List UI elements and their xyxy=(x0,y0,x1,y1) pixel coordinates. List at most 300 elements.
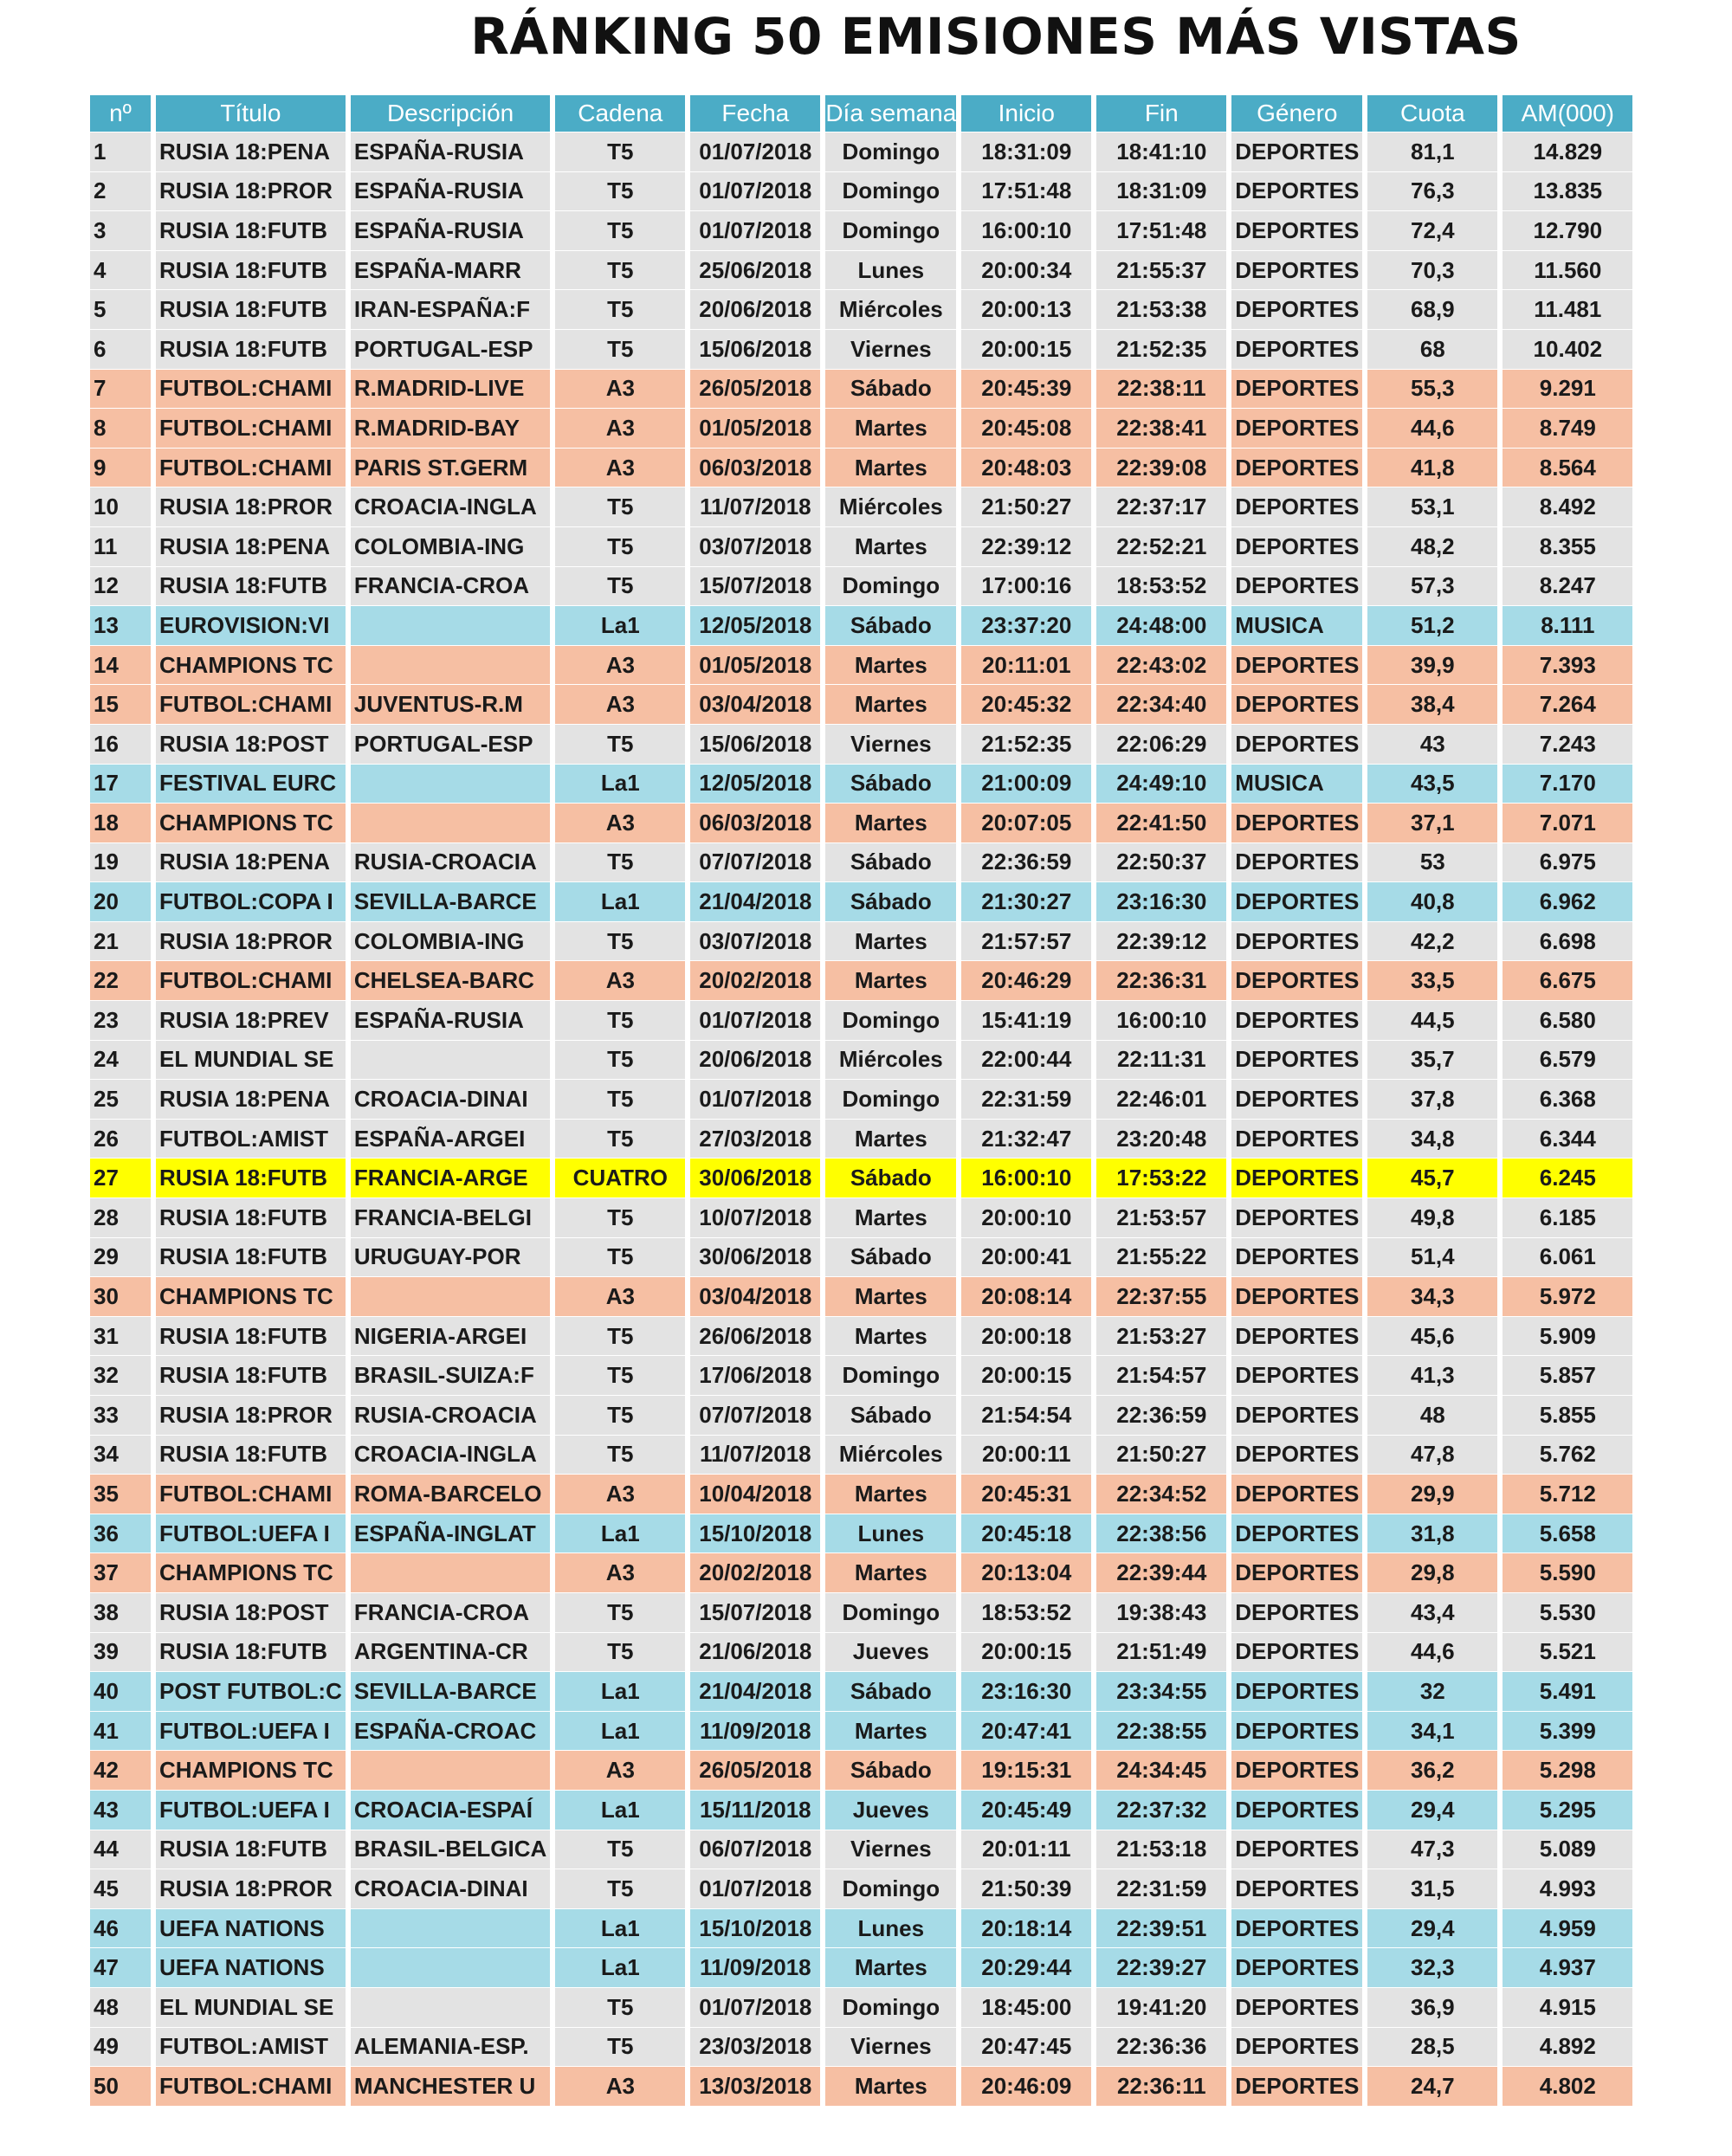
titulo-cell: RUSIA 18:FUTB xyxy=(156,1158,346,1197)
descripcion-cell: NIGERIA-ARGEI xyxy=(351,1316,550,1356)
titulo-cell: EL MUNDIAL SE xyxy=(156,1987,346,2027)
fin-cell: 22:50:37 xyxy=(1096,842,1226,882)
table-row[interactable] xyxy=(90,1395,1632,1435)
table-row[interactable] xyxy=(90,605,1632,645)
cuota-cell: 48 xyxy=(1367,1395,1497,1435)
am-cell: 6.344 xyxy=(1503,1119,1632,1159)
column-header-cadena[interactable]: Cadena xyxy=(555,95,685,132)
cadena-cell: La1 xyxy=(555,1711,685,1751)
cadena-cell: La1 xyxy=(555,605,685,645)
fecha-cell: 06/07/2018 xyxy=(690,1830,820,1869)
cuota-cell: 28,5 xyxy=(1367,2027,1497,2067)
dia-semana-cell: Miércoles xyxy=(825,1435,956,1475)
column-header-n[interactable]: nº xyxy=(90,95,151,132)
cadena-cell: CUATRO xyxy=(555,1158,685,1197)
table-row[interactable] xyxy=(90,1987,1632,2027)
cadena-cell: T5 xyxy=(555,1987,685,2027)
table-row[interactable] xyxy=(90,2027,1632,2067)
fecha-cell: 21/06/2018 xyxy=(690,1632,820,1672)
table-row[interactable] xyxy=(90,1119,1632,1159)
rank-cell: 12 xyxy=(90,566,151,606)
cadena-cell: T5 xyxy=(555,2027,685,2067)
titulo-cell: POST FUTBOL:C xyxy=(156,1671,346,1711)
inicio-cell: 20:11:01 xyxy=(961,645,1091,685)
cuota-cell: 32,3 xyxy=(1367,1947,1497,1987)
fecha-cell: 06/03/2018 xyxy=(690,803,820,842)
titulo-cell: EUROVISION:VI xyxy=(156,605,346,645)
rank-cell: 18 xyxy=(90,803,151,842)
rank-cell: 1 xyxy=(90,132,151,171)
genero-cell: DEPORTES xyxy=(1231,1197,1362,1237)
cuota-cell: 68,9 xyxy=(1367,289,1497,329)
rank-cell: 33 xyxy=(90,1395,151,1435)
table-row[interactable] xyxy=(90,210,1632,250)
inicio-cell: 20:45:31 xyxy=(961,1474,1091,1514)
table-row[interactable] xyxy=(90,764,1632,804)
rank-cell: 40 xyxy=(90,1671,151,1711)
column-header-cuota[interactable]: Cuota xyxy=(1367,95,1497,132)
fin-cell: 22:06:29 xyxy=(1096,724,1226,764)
table-row[interactable] xyxy=(90,1474,1632,1514)
dia-semana-cell: Sábado xyxy=(825,1750,956,1790)
descripcion-cell xyxy=(351,803,550,842)
descripcion-cell: CROACIA-ESPAÍ xyxy=(351,1790,550,1830)
fecha-cell: 07/07/2018 xyxy=(690,842,820,882)
titulo-cell: FUTBOL:CHAMI xyxy=(156,960,346,1000)
fin-cell: 18:53:52 xyxy=(1096,566,1226,606)
inicio-cell: 20:45:39 xyxy=(961,369,1091,409)
table-row[interactable] xyxy=(90,250,1632,290)
dia-semana-cell: Lunes xyxy=(825,250,956,290)
dia-semana-cell: Sábado xyxy=(825,605,956,645)
rank-cell: 45 xyxy=(90,1869,151,1908)
descripcion-cell xyxy=(351,1987,550,2027)
table-row[interactable] xyxy=(90,1869,1632,1908)
descripcion-cell: ESPAÑA-CROAC xyxy=(351,1711,550,1751)
cadena-cell: T5 xyxy=(555,526,685,566)
titulo-cell: FUTBOL:UEFA I xyxy=(156,1790,346,1830)
fecha-cell: 13/03/2018 xyxy=(690,2066,820,2106)
inicio-cell: 21:54:54 xyxy=(961,1395,1091,1435)
table-row[interactable] xyxy=(90,1079,1632,1119)
cadena-cell: La1 xyxy=(555,1908,685,1948)
genero-cell: DEPORTES xyxy=(1231,1000,1362,1040)
am-cell: 5.590 xyxy=(1503,1552,1632,1592)
cuota-cell: 72,4 xyxy=(1367,210,1497,250)
cuota-cell: 41,3 xyxy=(1367,1355,1497,1395)
titulo-cell: RUSIA 18:PENA xyxy=(156,132,346,171)
table-row[interactable] xyxy=(90,1355,1632,1395)
genero-cell: DEPORTES xyxy=(1231,1592,1362,1632)
descripcion-cell: R.MADRID-BAY xyxy=(351,408,550,448)
cadena-cell: A3 xyxy=(555,960,685,1000)
table-row[interactable] xyxy=(90,1435,1632,1475)
am-cell: 5.530 xyxy=(1503,1592,1632,1632)
genero-cell: DEPORTES xyxy=(1231,1790,1362,1830)
cadena-cell: T5 xyxy=(555,171,685,211)
cuota-cell: 43 xyxy=(1367,724,1497,764)
table-row[interactable] xyxy=(90,645,1632,685)
table-row[interactable] xyxy=(90,842,1632,882)
table-row[interactable] xyxy=(90,1552,1632,1592)
fecha-cell: 12/05/2018 xyxy=(690,764,820,804)
fecha-cell: 15/07/2018 xyxy=(690,566,820,606)
cadena-cell: A3 xyxy=(555,369,685,409)
rank-cell: 34 xyxy=(90,1435,151,1475)
table-row[interactable] xyxy=(90,2066,1632,2106)
am-cell: 5.972 xyxy=(1503,1276,1632,1316)
cuota-cell: 53,1 xyxy=(1367,487,1497,526)
cuota-cell: 55,3 xyxy=(1367,369,1497,409)
dia-semana-cell: Jueves xyxy=(825,1632,956,1672)
table-row[interactable] xyxy=(90,171,1632,211)
genero-cell: DEPORTES xyxy=(1231,1237,1362,1277)
table-row[interactable] xyxy=(90,1316,1632,1356)
cuota-cell: 44,6 xyxy=(1367,408,1497,448)
fin-cell: 22:39:12 xyxy=(1096,921,1226,961)
descripcion-cell: ARGENTINA-CR xyxy=(351,1632,550,1672)
dia-semana-cell: Martes xyxy=(825,1947,956,1987)
titulo-cell: FUTBOL:COPA I xyxy=(156,881,346,921)
genero-cell: DEPORTES xyxy=(1231,1395,1362,1435)
titulo-cell: FUTBOL:CHAMI xyxy=(156,2066,346,2106)
inicio-cell: 16:00:10 xyxy=(961,210,1091,250)
genero-cell: DEPORTES xyxy=(1231,881,1362,921)
page-title: RÁNKING 50 EMISIONES MÁS VISTAS xyxy=(470,7,1522,66)
am-cell: 6.185 xyxy=(1503,1197,1632,1237)
fecha-cell: 26/05/2018 xyxy=(690,1750,820,1790)
table-row[interactable] xyxy=(90,1197,1632,1237)
descripcion-cell xyxy=(351,764,550,804)
genero-cell: DEPORTES xyxy=(1231,1552,1362,1592)
inicio-cell: 20:29:44 xyxy=(961,1947,1091,1987)
titulo-cell: CHAMPIONS TC xyxy=(156,1750,346,1790)
fin-cell: 22:37:17 xyxy=(1096,487,1226,526)
cadena-cell: T5 xyxy=(555,1830,685,1869)
descripcion-cell xyxy=(351,1947,550,1987)
cadena-cell: T5 xyxy=(555,566,685,606)
fin-cell: 23:16:30 xyxy=(1096,881,1226,921)
rank-cell: 22 xyxy=(90,960,151,1000)
fin-cell: 21:53:18 xyxy=(1096,1830,1226,1869)
inicio-cell: 17:51:48 xyxy=(961,171,1091,211)
dia-semana-cell: Martes xyxy=(825,1119,956,1159)
dia-semana-cell: Domingo xyxy=(825,1592,956,1632)
am-cell: 5.855 xyxy=(1503,1395,1632,1435)
inicio-cell: 23:16:30 xyxy=(961,1671,1091,1711)
dia-semana-cell: Sábado xyxy=(825,881,956,921)
table-row[interactable] xyxy=(90,1040,1632,1080)
inicio-cell: 16:00:10 xyxy=(961,1158,1091,1197)
cuota-cell: 33,5 xyxy=(1367,960,1497,1000)
am-cell: 5.295 xyxy=(1503,1790,1632,1830)
table-row[interactable] xyxy=(90,448,1632,487)
genero-cell: DEPORTES xyxy=(1231,1830,1362,1869)
inicio-cell: 20:00:18 xyxy=(961,1316,1091,1356)
table-row[interactable] xyxy=(90,1592,1632,1632)
fin-cell: 23:20:48 xyxy=(1096,1119,1226,1159)
table-row[interactable] xyxy=(90,566,1632,606)
table-row[interactable] xyxy=(90,684,1632,724)
rank-cell: 27 xyxy=(90,1158,151,1197)
dia-semana-cell: Domingo xyxy=(825,1079,956,1119)
fecha-cell: 01/07/2018 xyxy=(690,132,820,171)
fecha-cell: 01/07/2018 xyxy=(690,171,820,211)
fecha-cell: 15/06/2018 xyxy=(690,329,820,369)
table-row[interactable] xyxy=(90,881,1632,921)
cuota-cell: 45,7 xyxy=(1367,1158,1497,1197)
dia-semana-cell: Miércoles xyxy=(825,1040,956,1080)
fin-cell: 22:41:50 xyxy=(1096,803,1226,842)
fecha-cell: 25/06/2018 xyxy=(690,250,820,290)
am-cell: 5.399 xyxy=(1503,1711,1632,1751)
cadena-cell: A3 xyxy=(555,448,685,487)
dia-semana-cell: Sábado xyxy=(825,1671,956,1711)
fin-cell: 22:38:56 xyxy=(1096,1514,1226,1553)
fecha-cell: 11/07/2018 xyxy=(690,487,820,526)
descripcion-cell: CROACIA-DINAI xyxy=(351,1079,550,1119)
cadena-cell: T5 xyxy=(555,1316,685,1356)
inicio-cell: 21:30:27 xyxy=(961,881,1091,921)
rank-cell: 11 xyxy=(90,526,151,566)
rank-cell: 41 xyxy=(90,1711,151,1751)
genero-cell: DEPORTES xyxy=(1231,1355,1362,1395)
table-row[interactable] xyxy=(90,724,1632,764)
table-row[interactable] xyxy=(90,487,1632,526)
table-row[interactable] xyxy=(90,1750,1632,1790)
dia-semana-cell: Domingo xyxy=(825,566,956,606)
descripcion-cell: ESPAÑA-RUSIA xyxy=(351,132,550,171)
am-cell: 5.762 xyxy=(1503,1435,1632,1475)
am-cell: 6.962 xyxy=(1503,881,1632,921)
am-cell: 7.071 xyxy=(1503,803,1632,842)
genero-cell: DEPORTES xyxy=(1231,1158,1362,1197)
descripcion-cell: BRASIL-SUIZA:F xyxy=(351,1355,550,1395)
table-row[interactable] xyxy=(90,803,1632,842)
cadena-cell: T5 xyxy=(555,1395,685,1435)
fecha-cell: 03/07/2018 xyxy=(690,526,820,566)
inicio-cell: 20:08:14 xyxy=(961,1276,1091,1316)
table-row[interactable] xyxy=(90,921,1632,961)
inicio-cell: 20:00:15 xyxy=(961,1355,1091,1395)
table-row[interactable] xyxy=(90,1276,1632,1316)
dia-semana-cell: Sábado xyxy=(825,369,956,409)
rank-cell: 2 xyxy=(90,171,151,211)
am-cell: 7.393 xyxy=(1503,645,1632,685)
table-row[interactable] xyxy=(90,1158,1632,1197)
table-row[interactable] xyxy=(90,369,1632,409)
descripcion-cell: PORTUGAL-ESP xyxy=(351,724,550,764)
cuota-cell: 42,2 xyxy=(1367,921,1497,961)
am-cell: 6.698 xyxy=(1503,921,1632,961)
am-cell: 8.111 xyxy=(1503,605,1632,645)
titulo-cell: FUTBOL:UEFA I xyxy=(156,1514,346,1553)
genero-cell: DEPORTES xyxy=(1231,329,1362,369)
am-cell: 4.937 xyxy=(1503,1947,1632,1987)
genero-cell: DEPORTES xyxy=(1231,1435,1362,1475)
rank-cell: 48 xyxy=(90,1987,151,2027)
table-row[interactable] xyxy=(90,1790,1632,1830)
am-cell: 4.892 xyxy=(1503,2027,1632,2067)
fin-cell: 22:52:21 xyxy=(1096,526,1226,566)
genero-cell: DEPORTES xyxy=(1231,2027,1362,2067)
fin-cell: 22:46:01 xyxy=(1096,1079,1226,1119)
table-row[interactable] xyxy=(90,408,1632,448)
dia-semana-cell: Martes xyxy=(825,1316,956,1356)
rank-cell: 25 xyxy=(90,1079,151,1119)
genero-cell: DEPORTES xyxy=(1231,408,1362,448)
descripcion-cell: RUSIA-CROACIA xyxy=(351,842,550,882)
inicio-cell: 18:45:00 xyxy=(961,1987,1091,2027)
fecha-cell: 01/05/2018 xyxy=(690,408,820,448)
table-row[interactable] xyxy=(90,1908,1632,1948)
am-cell: 6.245 xyxy=(1503,1158,1632,1197)
genero-cell: DEPORTES xyxy=(1231,1276,1362,1316)
cuota-cell: 43,4 xyxy=(1367,1592,1497,1632)
fecha-cell: 30/06/2018 xyxy=(690,1237,820,1277)
descripcion-cell xyxy=(351,1040,550,1080)
dia-semana-cell: Viernes xyxy=(825,329,956,369)
inicio-cell: 20:45:32 xyxy=(961,684,1091,724)
genero-cell: DEPORTES xyxy=(1231,1316,1362,1356)
titulo-cell: FUTBOL:AMIST xyxy=(156,1119,346,1159)
descripcion-cell: CROACIA-DINAI xyxy=(351,1869,550,1908)
table-row[interactable] xyxy=(90,1830,1632,1869)
genero-cell: DEPORTES xyxy=(1231,289,1362,329)
descripcion-cell: ESPAÑA-RUSIA xyxy=(351,1000,550,1040)
column-header-genero[interactable]: Género xyxy=(1231,95,1362,132)
inicio-cell: 20:45:18 xyxy=(961,1514,1091,1553)
rank-cell: 39 xyxy=(90,1632,151,1672)
fecha-cell: 03/04/2018 xyxy=(690,1276,820,1316)
cuota-cell: 44,5 xyxy=(1367,1000,1497,1040)
genero-cell: DEPORTES xyxy=(1231,1869,1362,1908)
titulo-cell: RUSIA 18:PROR xyxy=(156,1869,346,1908)
table-row[interactable] xyxy=(90,1632,1632,1672)
fecha-cell: 15/10/2018 xyxy=(690,1514,820,1553)
titulo-cell: RUSIA 18:FUTB xyxy=(156,1830,346,1869)
cuota-cell: 45,6 xyxy=(1367,1316,1497,1356)
genero-cell: DEPORTES xyxy=(1231,842,1362,882)
descripcion-cell: ESPAÑA-RUSIA xyxy=(351,210,550,250)
cuota-cell: 39,9 xyxy=(1367,645,1497,685)
titulo-cell: RUSIA 18:FUTB xyxy=(156,566,346,606)
table-row[interactable] xyxy=(90,289,1632,329)
column-header-dia-semana[interactable]: Día semana xyxy=(825,95,956,132)
table-row[interactable] xyxy=(90,1711,1632,1751)
inicio-cell: 17:00:16 xyxy=(961,566,1091,606)
descripcion-cell: COLOMBIA-ING xyxy=(351,526,550,566)
cuota-cell: 44,6 xyxy=(1367,1632,1497,1672)
inicio-cell: 20:00:15 xyxy=(961,1632,1091,1672)
rank-cell: 32 xyxy=(90,1355,151,1395)
genero-cell: DEPORTES xyxy=(1231,1474,1362,1514)
table-row[interactable] xyxy=(90,960,1632,1000)
cadena-cell: T5 xyxy=(555,1592,685,1632)
titulo-cell: RUSIA 18:PENA xyxy=(156,1079,346,1119)
descripcion-cell: PORTUGAL-ESP xyxy=(351,329,550,369)
cadena-cell: T5 xyxy=(555,487,685,526)
am-cell: 6.580 xyxy=(1503,1000,1632,1040)
fin-cell: 16:00:10 xyxy=(1096,1000,1226,1040)
cuota-cell: 34,3 xyxy=(1367,1276,1497,1316)
rank-cell: 15 xyxy=(90,684,151,724)
column-header-descripcion[interactable]: Descripción xyxy=(351,95,550,132)
fecha-cell: 15/07/2018 xyxy=(690,1592,820,1632)
inicio-cell: 21:52:35 xyxy=(961,724,1091,764)
table-row[interactable] xyxy=(90,329,1632,369)
rank-cell: 29 xyxy=(90,1237,151,1277)
column-header-titulo[interactable]: Título xyxy=(156,95,346,132)
dia-semana-cell: Lunes xyxy=(825,1908,956,1948)
cadena-cell: La1 xyxy=(555,881,685,921)
fin-cell: 22:11:31 xyxy=(1096,1040,1226,1080)
cadena-cell: T5 xyxy=(555,250,685,290)
titulo-cell: RUSIA 18:PROR xyxy=(156,1395,346,1435)
fin-cell: 21:50:27 xyxy=(1096,1435,1226,1475)
table-row[interactable] xyxy=(90,1514,1632,1553)
cuota-cell: 51,4 xyxy=(1367,1237,1497,1277)
fecha-cell: 26/06/2018 xyxy=(690,1316,820,1356)
cuota-cell: 47,8 xyxy=(1367,1435,1497,1475)
fecha-cell: 10/04/2018 xyxy=(690,1474,820,1514)
dia-semana-cell: Domingo xyxy=(825,171,956,211)
inicio-cell: 21:50:39 xyxy=(961,1869,1091,1908)
dia-semana-cell: Lunes xyxy=(825,1514,956,1553)
table-row[interactable] xyxy=(90,1947,1632,1987)
cadena-cell: T5 xyxy=(555,724,685,764)
genero-cell: DEPORTES xyxy=(1231,1119,1362,1159)
descripcion-cell: FRANCIA-BELGI xyxy=(351,1197,550,1237)
cuota-cell: 31,5 xyxy=(1367,1869,1497,1908)
am-cell: 6.975 xyxy=(1503,842,1632,882)
dia-semana-cell: Jueves xyxy=(825,1790,956,1830)
cadena-cell: T5 xyxy=(555,1197,685,1237)
cadena-cell: La1 xyxy=(555,1790,685,1830)
titulo-cell: RUSIA 18:FUTB xyxy=(156,250,346,290)
titulo-cell: FUTBOL:CHAMI xyxy=(156,684,346,724)
cadena-cell: A3 xyxy=(555,1276,685,1316)
am-cell: 5.089 xyxy=(1503,1830,1632,1869)
table-row[interactable] xyxy=(90,526,1632,566)
fin-cell: 22:36:59 xyxy=(1096,1395,1226,1435)
table-row[interactable] xyxy=(90,1671,1632,1711)
am-cell: 5.658 xyxy=(1503,1514,1632,1553)
dia-semana-cell: Martes xyxy=(825,1474,956,1514)
cuota-cell: 34,8 xyxy=(1367,1119,1497,1159)
column-header-am[interactable]: AM(000) xyxy=(1503,95,1632,132)
column-header-inicio[interactable]: Inicio xyxy=(961,95,1091,132)
titulo-cell: FUTBOL:UEFA I xyxy=(156,1711,346,1751)
titulo-cell: RUSIA 18:POST xyxy=(156,1592,346,1632)
cadena-cell: La1 xyxy=(555,764,685,804)
table-row[interactable] xyxy=(90,1237,1632,1277)
dia-semana-cell: Martes xyxy=(825,1276,956,1316)
column-header-fin[interactable]: Fin xyxy=(1096,95,1226,132)
column-header-fecha[interactable]: Fecha xyxy=(690,95,820,132)
titulo-cell: CHAMPIONS TC xyxy=(156,1276,346,1316)
fecha-cell: 10/07/2018 xyxy=(690,1197,820,1237)
table-row[interactable] xyxy=(90,132,1632,171)
cuota-cell: 41,8 xyxy=(1367,448,1497,487)
am-cell: 4.802 xyxy=(1503,2066,1632,2106)
fin-cell: 22:39:08 xyxy=(1096,448,1226,487)
rank-cell: 16 xyxy=(90,724,151,764)
am-cell: 4.915 xyxy=(1503,1987,1632,2027)
table-row[interactable] xyxy=(90,1000,1632,1040)
fecha-cell: 27/03/2018 xyxy=(690,1119,820,1159)
rank-cell: 8 xyxy=(90,408,151,448)
